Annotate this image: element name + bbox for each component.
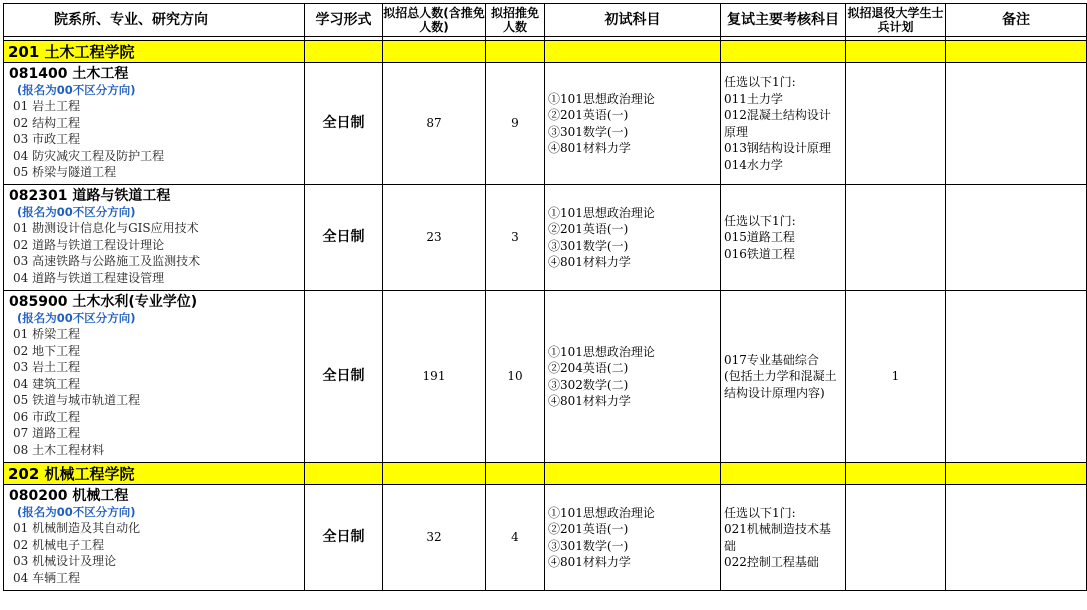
research-direction: 03 岩土工程 xyxy=(13,360,81,374)
exam-subject: ③301数学(一) xyxy=(548,238,629,253)
research-direction: 03 高速铁路与公路施工及监测技术 xyxy=(13,254,201,268)
retest-subject: 021机械制造技术基础 xyxy=(724,522,831,553)
exempt-quota: 10 xyxy=(486,291,545,463)
retest-subject: 015道路工程 xyxy=(724,230,795,245)
research-direction: 05 铁道与城市轨道工程 xyxy=(13,393,141,407)
exam-subject: ③302数学(二) xyxy=(548,377,629,392)
header-department: 院系所、专业、研究方向 xyxy=(4,4,305,37)
program-row xyxy=(4,185,1087,291)
total-quota: 23 xyxy=(383,185,486,291)
exempt-quota: 9 xyxy=(486,63,545,185)
exam-subject: ②201英语(一) xyxy=(548,522,629,536)
veteran-plan xyxy=(846,63,946,185)
research-direction: 02 结构工程 xyxy=(13,115,81,130)
exam-subject: ②201英语(一) xyxy=(548,108,629,122)
retest-subject: 任选以下1门: xyxy=(724,213,796,228)
retest-subject: (包括土力学和混凝土结构设计原理内容) xyxy=(724,369,837,400)
retest-subject: 任选以下1门: xyxy=(724,75,796,89)
direction-note: (报名为00不区分方向) xyxy=(17,311,136,325)
header-exam-subjects: 初试科目 xyxy=(545,4,721,37)
research-direction: 05 桥梁与隧道工程 xyxy=(13,165,117,179)
exam-subject: ③301数学(一) xyxy=(548,538,629,553)
retest-subjects xyxy=(721,291,846,463)
header-retest-subjects: 复试主要考核科目 xyxy=(721,4,846,37)
direction-note: (报名为00不区分方向) xyxy=(17,205,136,219)
retest-subject: 014水力学 xyxy=(724,157,783,172)
exam-subjects xyxy=(545,291,721,463)
research-direction: 03 机械设计及理论 xyxy=(13,554,117,568)
study-mode: 全日制 xyxy=(305,63,383,185)
remark xyxy=(946,291,1087,463)
exam-subject: ①101思想政治理论 xyxy=(548,205,655,220)
retest-subject: 013钢结构设计原理 xyxy=(724,141,831,155)
retest-subject: 011土力学 xyxy=(724,91,783,106)
major-title: 085900 土木水利(专业学位) xyxy=(9,294,198,310)
research-direction: 02 道路与铁道工程设计理论 xyxy=(13,237,165,252)
exam-subject: ②204英语(二) xyxy=(548,361,629,375)
direction-note: (报名为00不区分方向) xyxy=(17,505,136,519)
exam-subjects xyxy=(545,63,721,185)
exam-subjects xyxy=(545,185,721,291)
research-direction: 08 土木工程材料 xyxy=(13,442,105,457)
remark xyxy=(946,63,1087,185)
retest-subject: 017专业基础综合 xyxy=(724,352,819,367)
exam-subject: ②201英语(一) xyxy=(548,222,629,236)
veteran-plan xyxy=(846,185,946,291)
research-direction: 01 勘测设计信息化与GIS应用技术 xyxy=(13,221,199,235)
exam-subjects xyxy=(545,485,721,591)
veteran-plan: 1 xyxy=(846,291,946,463)
program-row xyxy=(4,63,1087,185)
research-direction: 06 市政工程 xyxy=(13,409,81,424)
exam-subject: ④801材料力学 xyxy=(548,255,631,269)
remark xyxy=(946,485,1087,591)
research-direction: 01 桥梁工程 xyxy=(13,327,81,341)
retest-subject: 022控制工程基础 xyxy=(724,555,819,569)
major-title: 082301 道路与铁道工程 xyxy=(9,188,171,204)
retest-subject: 任选以下1门: xyxy=(724,505,796,520)
major-cell xyxy=(4,185,305,291)
total-quota: 87 xyxy=(383,63,486,185)
exempt-quota: 4 xyxy=(486,485,545,591)
program-row xyxy=(4,291,1087,463)
direction-note: (报名为00不区分方向) xyxy=(17,83,136,97)
veteran-plan xyxy=(846,485,946,591)
major-title: 081400 土木工程 xyxy=(9,66,129,82)
study-mode: 全日制 xyxy=(305,291,383,463)
research-direction: 01 岩土工程 xyxy=(13,99,81,113)
research-direction: 02 机械电子工程 xyxy=(13,537,105,552)
major-cell xyxy=(4,291,305,463)
college-name: 202 机械工程学院 xyxy=(4,463,305,485)
study-mode: 全日制 xyxy=(305,485,383,591)
research-direction: 04 防灾减灾工程及防护工程 xyxy=(13,148,165,163)
research-direction: 03 市政工程 xyxy=(13,132,81,146)
major-cell xyxy=(4,63,305,185)
retest-subjects xyxy=(721,185,846,291)
exam-subject: ①101思想政治理论 xyxy=(548,344,655,359)
retest-subjects xyxy=(721,63,846,185)
total-quota: 191 xyxy=(383,291,486,463)
college-row xyxy=(4,41,1087,63)
college-name: 201 土木工程学院 xyxy=(4,41,305,63)
major-cell xyxy=(4,485,305,591)
research-direction: 04 道路与铁道工程建设管理 xyxy=(13,270,165,285)
header-veteran-plan: 拟招退役大学生士兵计划 xyxy=(846,4,946,37)
header-remark: 备注 xyxy=(946,4,1087,37)
research-direction: 07 道路工程 xyxy=(13,426,81,440)
research-direction: 04 车辆工程 xyxy=(13,570,81,585)
research-direction: 04 建筑工程 xyxy=(13,376,81,391)
exam-subject: ④801材料力学 xyxy=(548,141,631,155)
exam-subject: ③301数学(一) xyxy=(548,124,629,139)
study-mode: 全日制 xyxy=(305,185,383,291)
header-study-mode: 学习形式 xyxy=(305,4,383,37)
header-row xyxy=(4,4,1087,37)
remark xyxy=(946,185,1087,291)
program-row xyxy=(4,485,1087,591)
exam-subject: ④801材料力学 xyxy=(548,555,631,569)
exam-subject: ①101思想政治理论 xyxy=(548,91,655,106)
research-direction: 02 地下工程 xyxy=(13,343,81,358)
research-direction: 01 机械制造及其自动化 xyxy=(13,521,141,535)
header-total-quota: 拟招总人数(含推免人数) xyxy=(383,4,486,37)
major-title: 080200 机械工程 xyxy=(9,488,129,504)
retest-subject: 012混凝土结构设计原理 xyxy=(724,108,831,139)
header-exempt-quota: 拟招推免人数 xyxy=(486,4,545,37)
college-row xyxy=(4,463,1087,485)
total-quota: 32 xyxy=(383,485,486,591)
exam-subject: ①101思想政治理论 xyxy=(548,505,655,520)
retest-subject: 016铁道工程 xyxy=(724,246,795,261)
exempt-quota: 3 xyxy=(486,185,545,291)
exam-subject: ④801材料力学 xyxy=(548,394,631,408)
enrollment-table xyxy=(3,3,1087,591)
retest-subjects xyxy=(721,485,846,591)
